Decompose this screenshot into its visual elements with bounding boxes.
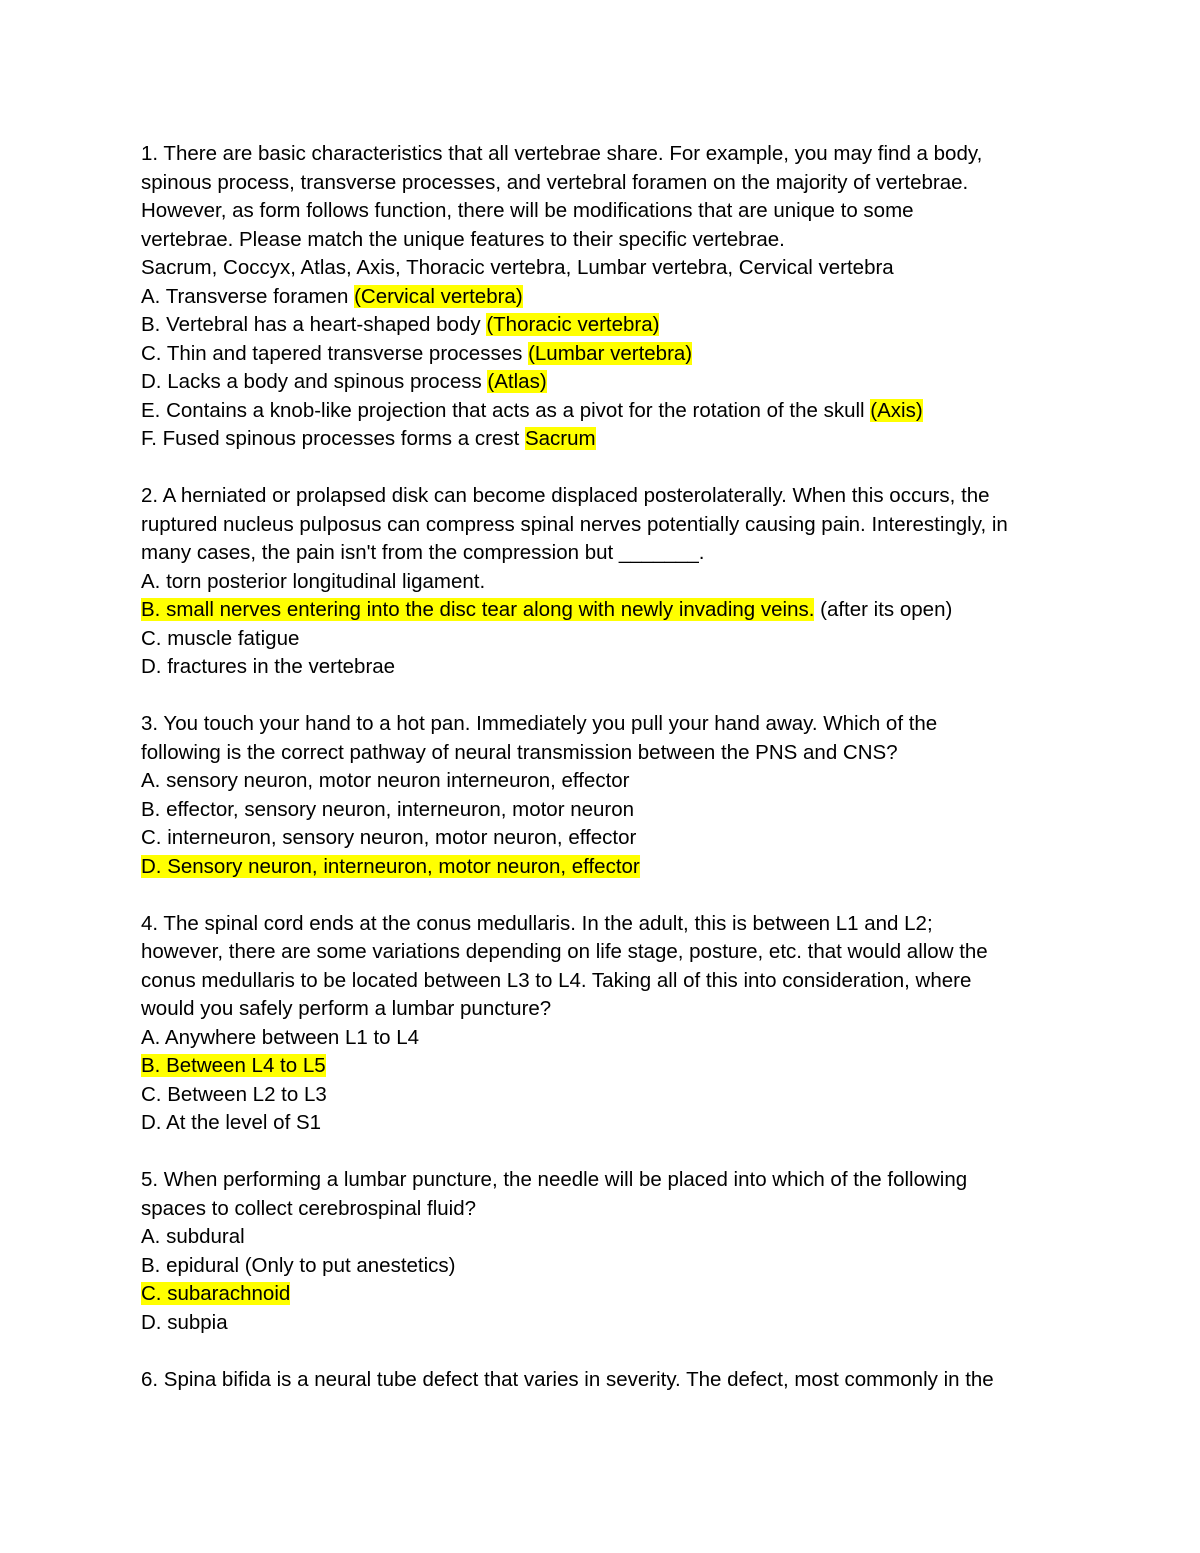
answer-option: A. sensory neuron, motor neuron interneuron, effector <box>141 769 630 792</box>
option-text: B. Vertebral has a heart-shaped body <box>141 313 487 336</box>
highlighted-answer: Sacrum <box>524 427 596 450</box>
answer-option <box>141 1052 1071 1081</box>
question-block <box>141 910 1071 1138</box>
question-text: vertebrae. Please match the unique features to their specific vertebrae. <box>141 227 785 251</box>
answer-option <box>141 397 1071 426</box>
question-block <box>141 140 1071 454</box>
paragraph-gap <box>141 454 1071 483</box>
option-text: F. Fused spinous processes forms a crest <box>141 427 525 450</box>
question-text: would you safely perform a lumbar puncture? <box>141 997 552 1020</box>
question-text: 3. You touch your hand to a hot pan. Immediately you pull your hand away. Which of the <box>141 712 938 735</box>
question-text: 2. A herniated or prolapsed disk can become displaced posterolaterally. When this occurs, the <box>141 484 990 507</box>
answer-option <box>141 311 1071 340</box>
question-text: spinous process, transverse processes, and vertebral foramen on the majority of vertebrae. <box>141 170 969 194</box>
highlighted-answer: C. subarachnoid <box>141 1282 291 1305</box>
highlighted-answer: (Axis) <box>870 398 923 422</box>
question-text: 5. When performing a lumbar puncture, the needle will be placed into which of the following <box>141 1168 968 1191</box>
answer-option <box>141 853 1071 882</box>
answer-option: D. fractures in the vertebrae <box>141 655 396 678</box>
highlighted-answer: (Cervical vertebra) <box>354 284 523 308</box>
question-text: following is the correct pathway of neural transmission between the PNS and CNS? <box>141 740 898 764</box>
question-text: however, there are some variations depending on life stage, posture, etc. that would allow the <box>141 940 988 963</box>
highlighted-answer: (Lumbar vertebra) <box>528 341 693 365</box>
question-text: 6. Spina bifida is a neural tube defect that varies in severity. The defect, most commonly in the <box>141 1367 994 1391</box>
question-text: conus medullaris to be located between L3 to L4. Taking all of this into consideration, where <box>141 968 972 992</box>
question-block <box>141 482 1071 682</box>
question-block <box>141 1366 1071 1395</box>
question-text: 1. There are basic characteristics that all vertebrae share. For example, you may find a body, <box>141 142 983 165</box>
option-text: E. Contains a knob-like projection that acts as a pivot for the rotation of the skull <box>141 398 871 422</box>
answer-option <box>141 368 1071 397</box>
option-text: D. Lacks a body and spinous process <box>141 370 488 393</box>
highlighted-answer: (Atlas) <box>487 370 547 393</box>
answer-option: A. torn posterior longitudinal ligament. <box>141 569 486 593</box>
question-block <box>141 1166 1071 1337</box>
option-text: C. Thin and tapered transverse processes <box>141 341 529 365</box>
answer-option: B. epidural (Only to put anestetics) <box>141 1253 456 1277</box>
answer-option: A. subdural <box>141 1225 245 1248</box>
paragraph-gap <box>141 682 1071 711</box>
answer-option: C. Between L2 to L3 <box>141 1082 327 1106</box>
paragraph-gap <box>141 1337 1071 1366</box>
answer-option: D. subpia <box>141 1310 228 1334</box>
question-text: ruptured nucleus pulposus can compress spinal nerves potentially causing pain. Interestingly, in <box>141 512 1008 536</box>
answer-option <box>141 425 1071 454</box>
highlighted-answer: D. Sensory neuron, interneuron, motor neuron, effector <box>141 854 640 878</box>
question-text: many cases, the pain isn't from the compression but _______. <box>141 541 705 564</box>
answer-option: B. effector, sensory neuron, interneuron, motor neuron <box>141 797 635 821</box>
answer-option: C. muscle fatigue <box>141 626 300 650</box>
paragraph-gap <box>141 881 1071 910</box>
question-word-bank: Sacrum, Coccyx, Atlas, Axis, Thoracic vertebra, Lumbar vertebra, Cervical vertebra <box>141 256 894 279</box>
answer-option <box>141 340 1071 369</box>
answer-option <box>141 283 1071 312</box>
answer-option <box>141 596 1071 625</box>
highlighted-answer: B. small nerves entering into the disc tear along with newly invading veins. <box>141 598 815 621</box>
question-text: 4. The spinal cord ends at the conus medullaris. In the adult, this is between L1 and L2; <box>141 911 933 935</box>
option-text: A. Transverse foramen <box>141 284 355 308</box>
highlighted-answer: (Thoracic vertebra) <box>486 313 660 336</box>
answer-option: C. interneuron, sensory neuron, motor neuron, effector <box>141 826 637 849</box>
paragraph-gap <box>141 1138 1071 1167</box>
question-text: spaces to collect cerebrospinal fluid? <box>141 1196 477 1220</box>
answer-option: D. At the level of S1 <box>141 1111 322 1134</box>
question-text: However, as form follows function, there will be modifications that are unique to some <box>141 199 914 222</box>
answer-note: (after its open) <box>814 598 953 621</box>
answer-option <box>141 1280 1071 1309</box>
answer-option: A. Anywhere between L1 to L4 <box>141 1025 420 1049</box>
question-block <box>141 710 1071 881</box>
highlighted-answer: B. Between L4 to L5 <box>141 1054 326 1077</box>
document-body <box>141 140 1071 1394</box>
